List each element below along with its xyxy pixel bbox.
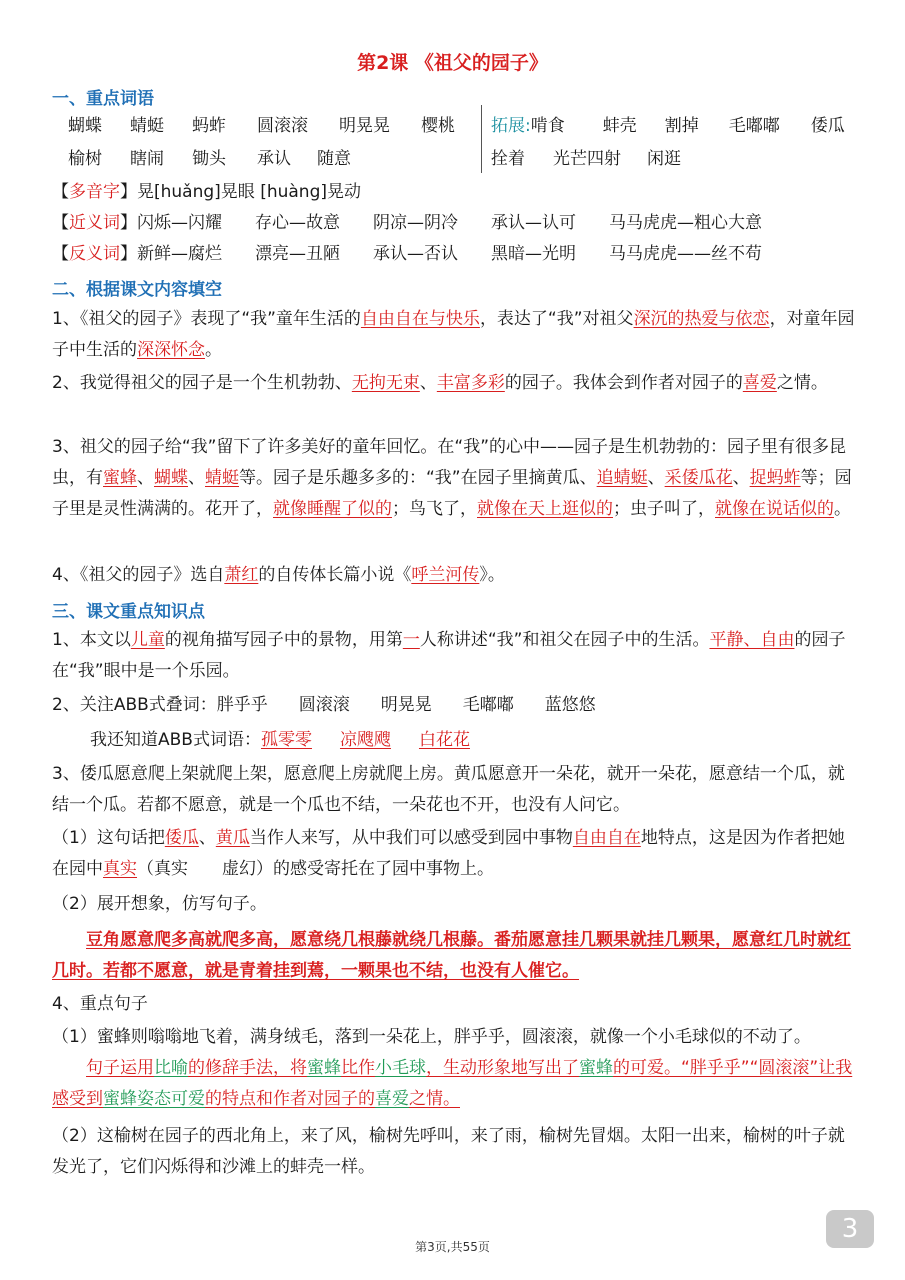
abb-word: 蓝悠悠 [544,695,596,715]
abb-answer: 孤零零 [260,730,312,750]
vocab-word: 闲逛 [647,149,681,169]
vocab-word: 毛嘟嘟 [728,116,780,136]
polyphone-text: 晃[huǎng]晃眼 [huàng]晃动 [137,182,361,202]
vocab-word: 割掉 [664,116,699,136]
answer-blank: 蜻蜓 [205,468,239,488]
polyphone-row: 【多音字】晃[huǎng]晃眼 [huàng]晃动 [52,182,361,202]
fill-item-3: 3、祖父的园子给“我”留下了许多美好的童年回忆。在“我”的心中——园子是生机勃勃的：园子里有很多昆虫，有蜜蜂、蝴蝶、蜻蜓等。园子是乐趣多多的：“我”在园子里摘黄瓜、追蜻蜓、采倭瓜花、捉蚂蚱等；园子里是灵性满满的。花开了，就像睡醒了似的；鸟飞了，就像在天上逛似的；虫子叫了，就像在说话似的。 [52,437,852,519]
fill-item-4: 4、《祖父的园子》选自萧红的自传体长篇小说《呼兰河传》。 [52,565,505,585]
fill-item-2: 2、我觉得祖父的园子是一个生机勃勃、无拘无束、丰富多彩的园子。我体会到作者对园子的喜爱之情。 [52,373,828,393]
vocab-word: 榆树 [68,149,102,169]
answer-blank: 平静、自由 [709,630,795,650]
antonym-tag: 反义词 [69,244,120,264]
antonym-row: 【反义词】新鲜—腐烂 漂亮—丑陋 承认—否认 黑暗—光明 马马虎虎——丝不苟 [52,244,762,264]
vocab-word: 蚂蚱 [192,116,226,136]
answer-blank: 采倭瓜花 [664,468,733,488]
vocab-word: 随意 [317,149,351,169]
antonym-pair: 马马虎虎——丝不苟 [609,244,762,264]
antonym-pair: 承认—否认 [373,244,458,264]
synonym-tag: 近义词 [69,213,120,233]
vocab-word: 承认 [257,149,291,169]
vocab-word: 光芒四射 [553,149,621,169]
imitation-answer: 豆角愿意爬多高就爬多高，愿意绕几根藤就绕几根藤。番茄愿意挂几颗果就挂几颗果，愿意红几时就红几时。若都不愿意，就是青着挂到蔫，一颗果也不结，也没有人催它。 [52,930,851,981]
abb-words-row [52,694,596,716]
vocab-word: 瞎闹 [130,149,164,169]
synonym-pair: 承认—认可 [491,213,576,233]
answer-blank: 儿童 [130,630,165,650]
vocab-row-1 [68,115,471,137]
antonym-pair: 新鲜—腐烂 [137,244,222,264]
answer-blank: 就像睡醒了似的 [273,499,392,519]
column-divider [481,105,482,173]
answer-blank: 捉蚂蚱 [749,468,801,488]
answer-blank: 就像在说话似的 [715,499,834,519]
page-number-badge: 3 [826,1210,874,1248]
section-heading-key-words: 一、重点词语 [52,89,154,109]
point-item-4: 4、重点句子 [52,994,148,1014]
section-heading-fill-blanks: 二、根据课文内容填空 [52,280,222,300]
abb-word: 圆滚滚 [298,695,350,715]
vocab-word: 圆滚滚 [257,116,308,136]
page-title: 第2课 《祖父的园子》 [357,52,548,74]
answer-blank: 自由自在 [572,828,641,848]
vocab-word: 蚌壳 [602,116,637,136]
answer-blank: 蝴蝶 [154,468,188,488]
vocab-word: 蝴蝶 [68,116,102,136]
answer-blank: 深深怀念 [137,340,205,360]
antonym-pair: 黑暗—光明 [491,244,576,264]
answer-blank: 深沉的热爱与依恋 [633,309,770,329]
vocab-word: 拴着 [491,149,525,169]
polyphone-tag: 多音字 [69,182,120,202]
vocab-word: 樱桃 [421,116,455,136]
key-sentence-2: （2）这榆树在园子的西北角上，来了风，榆树先呼叫，来了雨，榆树先冒烟。太阳一出来，榆树的叶子就发光了，它们闪烁得和沙滩上的蚌壳一样。 [52,1126,845,1177]
abb-label: 2、关注ABB式叠词： [52,695,217,715]
answer-blank: 真实 [103,859,137,879]
section-heading-key-points: 三、课文重点知识点 [52,602,205,622]
extension-row-2 [491,148,687,170]
synonym-pair: 存心—故意 [255,213,340,233]
answer-blank: 丰富多彩 [436,373,505,393]
answer-blank: 蜜蜂 [103,468,137,488]
vocab-row-2 [68,148,367,170]
antonym-pair: 漂亮—丑陋 [255,244,340,264]
answer-blank: 萧红 [224,565,259,585]
abb-known-label: 我还知道ABB式词语： [90,730,261,750]
synonym-pair: 马马虎虎—粗心大意 [609,213,762,233]
answer-blank: 追蜻蜓 [596,468,648,488]
abb-answer: 白花花 [418,730,470,750]
vocab-word: 锄头 [192,149,226,169]
point-item-3: 3、倭瓜愿意爬上架就爬上架，愿意爬上房就爬上房。黄瓜愿意开一朵花，就开一朵花，愿意结一个瓜，就结一个瓜。若都不愿意，就是一个瓜也不结，一朵花也不开，也没有人问它。 [52,764,845,815]
answer-blank: 就像在天上逛似的 [477,499,613,519]
abb-word: 胖乎乎 [216,695,268,715]
vocab-word: 啃食 [530,116,565,136]
vocab-word: 倭瓜 [810,116,845,136]
synonym-pair: 闪烁—闪耀 [137,213,222,233]
question-1: （1）这句话把倭瓜、黄瓜当作人来写，从中我们可以感受到园中事物自由自在地特点，这是因为作者把她在园中真实（真实 虚幻）的感受寄托在了园中事物上。 [52,828,845,879]
synonym-row: 【近义词】闪烁—闪耀 存心—故意 阴凉—阴冷 承认—认可 马马虎虎—粗心大意 [52,213,762,233]
answer-blank: 呼兰河传 [411,565,480,585]
answer-blank: 自由自在与快乐 [360,309,480,329]
answer-blank: 无拘无束 [351,373,420,393]
extension-label: 拓展: [491,116,531,136]
abb-word: 明晃晃 [380,695,432,715]
vocab-word: 明晃晃 [339,116,390,136]
answer-blank: 一 [402,630,420,650]
extension-row-1 [491,115,851,137]
key-sentence-1-analysis: 句子运用比喻的修辞手法，将蜜蜂比作小毛球，生动形象地写出了蜜蜂的可爱。“胖乎乎”“圆滚滚”让我感受到蜜蜂姿态可爱的特点和作者对园子的喜爱之情。 [52,1058,853,1109]
synonym-pair: 阴凉—阴冷 [373,213,458,233]
answer-blank: 倭瓜 [164,828,199,848]
abb-word: 毛嘟嘟 [462,695,514,715]
question-2: （2）展开想象，仿写句子。 [52,894,267,914]
fill-item-1: 1、《祖父的园子》表现了“我”童年生活的自由自在与快乐，表达了“我”对祖父深沉的热爱与依恋，对童年园子中生活的深深怀念。 [52,309,855,360]
key-sentence-1: （1）蜜蜂则嗡嗡地飞着，满身绒毛，落到一朵花上，胖乎乎，圆滚滚，就像一个小毛球似的不动了。 [52,1027,811,1047]
point-item-1: 1、本文以儿童的视角描写园子中的景物，用第一人称讲述“我”和祖父在园子中的生活。平静、自由的园子在“我”眼中是一个乐园。 [52,630,846,681]
answer-blank: 黄瓜 [215,828,250,848]
abb-answer: 凉飕飕 [339,730,391,750]
answer-blank: 喜爱 [742,373,777,393]
abb-known-row [90,729,470,751]
page-footer: 第3页,共55页 [415,1240,490,1254]
vocab-word: 蜻蜓 [130,116,164,136]
